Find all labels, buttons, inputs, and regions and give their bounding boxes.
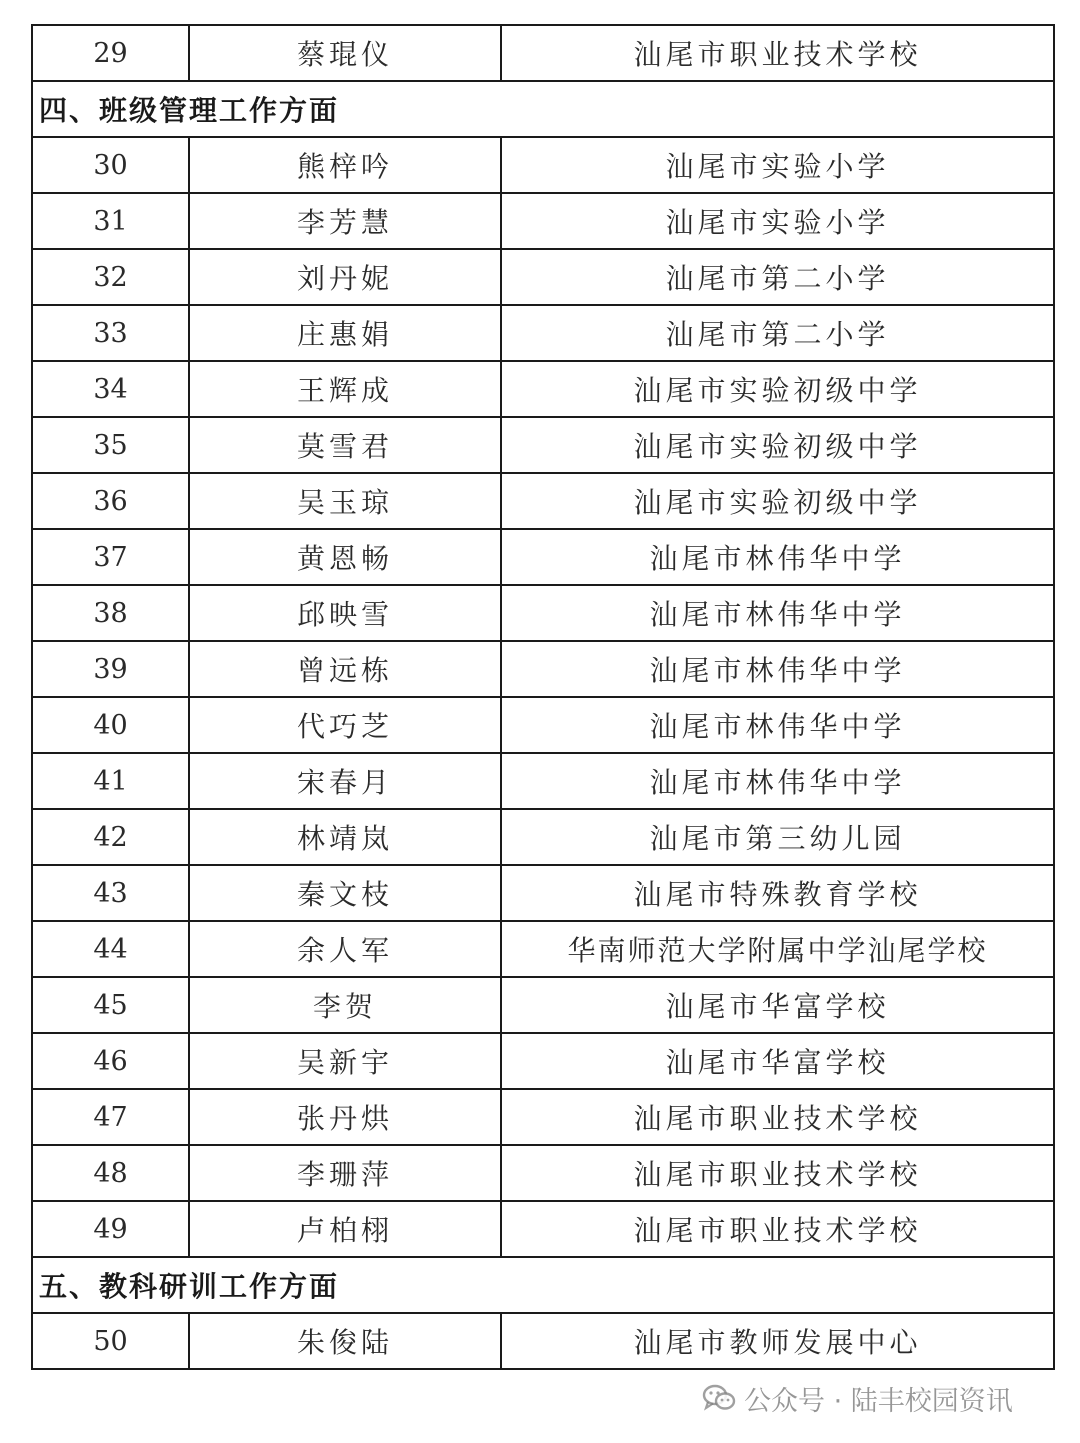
row-number-cell: 50 xyxy=(32,1313,189,1369)
roster-body xyxy=(32,25,1054,1369)
row-number-cell: 41 xyxy=(32,753,189,809)
unit-cell: 汕尾市职业技术学校 xyxy=(501,1145,1054,1201)
name-cell: 蔡琨仪 xyxy=(189,25,501,81)
name-cell: 秦文枝 xyxy=(189,865,501,921)
row-number-cell: 29 xyxy=(32,25,189,81)
unit-cell: 汕尾市林伟华中学 xyxy=(501,641,1054,697)
table-row xyxy=(32,1145,1054,1201)
name-cell: 李贺 xyxy=(189,977,501,1033)
table-row xyxy=(32,697,1054,753)
watermark xyxy=(702,1378,1013,1418)
row-number-cell: 49 xyxy=(32,1201,189,1257)
table-row xyxy=(32,473,1054,529)
table-row xyxy=(32,417,1054,473)
row-number-cell: 45 xyxy=(32,977,189,1033)
name-cell: 李珊萍 xyxy=(189,1145,501,1201)
unit-cell: 汕尾市林伟华中学 xyxy=(501,585,1054,641)
row-number-cell: 36 xyxy=(32,473,189,529)
unit-cell: 华南师范大学附属中学汕尾学校 xyxy=(501,921,1054,977)
section-header-row xyxy=(32,81,1054,137)
table-row xyxy=(32,193,1054,249)
unit-cell: 汕尾市实验初级中学 xyxy=(501,417,1054,473)
table-row xyxy=(32,305,1054,361)
section-title: 四、班级管理工作方面 xyxy=(32,81,1054,137)
row-number-cell: 46 xyxy=(32,1033,189,1089)
unit-cell: 汕尾市职业技术学校 xyxy=(501,25,1054,81)
unit-cell: 汕尾市教师发展中心 xyxy=(501,1313,1054,1369)
table-row xyxy=(32,809,1054,865)
unit-cell: 汕尾市职业技术学校 xyxy=(501,1089,1054,1145)
row-number-cell: 42 xyxy=(32,809,189,865)
row-number-cell: 40 xyxy=(32,697,189,753)
table-row xyxy=(32,1033,1054,1089)
name-cell: 邱映雪 xyxy=(189,585,501,641)
row-number-cell: 37 xyxy=(32,529,189,585)
row-number-cell: 38 xyxy=(32,585,189,641)
name-cell: 朱俊陆 xyxy=(189,1313,501,1369)
name-cell: 林靖岚 xyxy=(189,809,501,865)
row-number-cell: 30 xyxy=(32,137,189,193)
table-row xyxy=(32,529,1054,585)
row-number-cell: 44 xyxy=(32,921,189,977)
unit-cell: 汕尾市实验初级中学 xyxy=(501,361,1054,417)
name-cell: 曾远栋 xyxy=(189,641,501,697)
name-cell: 卢柏栩 xyxy=(189,1201,501,1257)
name-cell: 王辉成 xyxy=(189,361,501,417)
unit-cell: 汕尾市林伟华中学 xyxy=(501,697,1054,753)
name-cell: 吴玉琼 xyxy=(189,473,501,529)
name-cell: 代巧芝 xyxy=(189,697,501,753)
section-header-row xyxy=(32,1257,1054,1313)
name-cell: 刘丹妮 xyxy=(189,249,501,305)
unit-cell: 汕尾市第二小学 xyxy=(501,305,1054,361)
roster-table xyxy=(31,24,1055,1370)
table-row xyxy=(32,977,1054,1033)
unit-cell: 汕尾市特殊教育学校 xyxy=(501,865,1054,921)
unit-cell: 汕尾市林伟华中学 xyxy=(501,753,1054,809)
row-number-cell: 35 xyxy=(32,417,189,473)
unit-cell: 汕尾市实验小学 xyxy=(501,193,1054,249)
name-cell: 莫雪君 xyxy=(189,417,501,473)
table-row xyxy=(32,753,1054,809)
name-cell: 吴新宇 xyxy=(189,1033,501,1089)
table-row xyxy=(32,1201,1054,1257)
table-row xyxy=(32,137,1054,193)
row-number-cell: 43 xyxy=(32,865,189,921)
watermark-text: 公众号 · 陆丰校园资讯 xyxy=(744,1385,1013,1417)
table-row xyxy=(32,585,1054,641)
table-row xyxy=(32,1313,1054,1369)
name-cell: 庄惠娟 xyxy=(189,305,501,361)
row-number-cell: 47 xyxy=(32,1089,189,1145)
unit-cell: 汕尾市职业技术学校 xyxy=(501,1201,1054,1257)
name-cell: 李芳慧 xyxy=(189,193,501,249)
name-cell: 熊梓吟 xyxy=(189,137,501,193)
unit-cell: 汕尾市实验小学 xyxy=(501,137,1054,193)
wechat-icon xyxy=(702,1383,736,1413)
table-row xyxy=(32,1089,1054,1145)
row-number-cell: 34 xyxy=(32,361,189,417)
table-row xyxy=(32,865,1054,921)
section-title: 五、教科研训工作方面 xyxy=(32,1257,1054,1313)
name-cell: 余人军 xyxy=(189,921,501,977)
table-row xyxy=(32,25,1054,81)
table-row xyxy=(32,249,1054,305)
row-number-cell: 32 xyxy=(32,249,189,305)
table-row xyxy=(32,361,1054,417)
row-number-cell: 31 xyxy=(32,193,189,249)
name-cell: 宋春月 xyxy=(189,753,501,809)
row-number-cell: 33 xyxy=(32,305,189,361)
name-cell: 张丹烘 xyxy=(189,1089,501,1145)
unit-cell: 汕尾市实验初级中学 xyxy=(501,473,1054,529)
table-row xyxy=(32,641,1054,697)
table-row xyxy=(32,921,1054,977)
row-number-cell: 48 xyxy=(32,1145,189,1201)
row-number-cell: 39 xyxy=(32,641,189,697)
unit-cell: 汕尾市第二小学 xyxy=(501,249,1054,305)
name-cell: 黄恩畅 xyxy=(189,529,501,585)
unit-cell: 汕尾市林伟华中学 xyxy=(501,529,1054,585)
unit-cell: 汕尾市华富学校 xyxy=(501,977,1054,1033)
unit-cell: 汕尾市华富学校 xyxy=(501,1033,1054,1089)
unit-cell: 汕尾市第三幼儿园 xyxy=(501,809,1054,865)
